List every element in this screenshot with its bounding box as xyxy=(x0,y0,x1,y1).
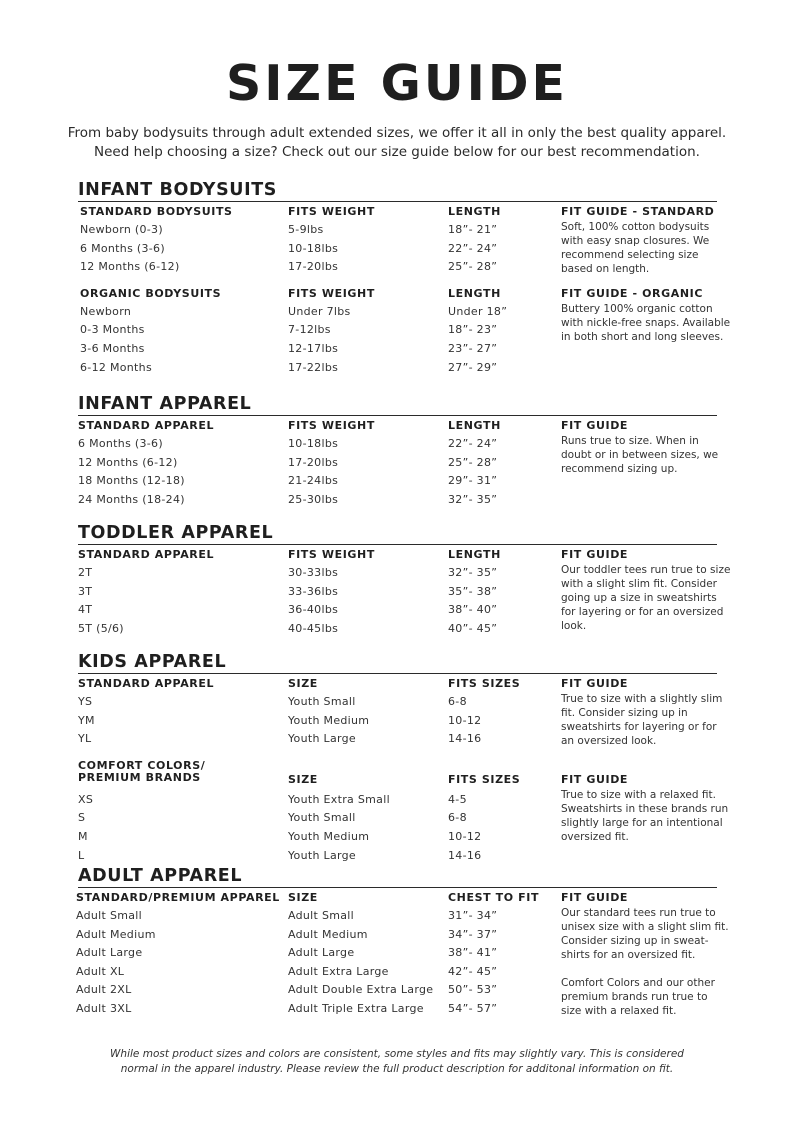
size-value: 12-17lbs xyxy=(288,342,339,355)
column-header: CHEST TO FIT xyxy=(448,891,540,904)
size-label: 24 Months (18-24) xyxy=(78,492,185,506)
column-header: LENGTH xyxy=(448,419,501,432)
size-value: 27”- 29” xyxy=(448,360,498,374)
fit-guide-note: Our toddler tees run true to size with a slight slim fit. Consider going up a size in sweatshirts for layering or for an oversized look. xyxy=(561,564,731,632)
column-header: FIT GUIDE - ORGANIC xyxy=(561,286,703,300)
column-header: FIT GUIDE xyxy=(561,419,629,432)
size-value: 4-5 xyxy=(448,792,467,806)
size-value: 32”- 35” xyxy=(448,566,498,579)
fit-guide-note: Buttery 100% organic cotton with nickle-free snaps. Available in both short and long sleeves. xyxy=(561,302,731,343)
size-value: Adult Medium xyxy=(288,927,368,941)
size-value: 10-12 xyxy=(448,830,482,843)
column-header: SIZE xyxy=(288,772,318,786)
size-value: 10-12 xyxy=(448,713,482,727)
column-header: FIT GUIDE xyxy=(561,548,629,561)
size-value: 23”- 27” xyxy=(448,342,498,355)
column-header: STANDARD APPAREL xyxy=(78,419,215,432)
size-value: 50”- 53” xyxy=(448,983,498,997)
size-value: Youth Small xyxy=(288,695,356,708)
column-header: LENGTH xyxy=(448,548,501,561)
section-divider xyxy=(78,544,717,545)
size-label: Adult XL xyxy=(76,964,125,978)
fit-guide-note: Runs true to size. When in doubt or in between sizes, we recommend sizing up. xyxy=(561,435,719,475)
section-divider xyxy=(78,887,717,888)
column-header: FITS SIZES xyxy=(448,772,521,786)
size-value: 25”- 28” xyxy=(448,260,498,274)
column-header: FITS WEIGHT xyxy=(288,286,375,300)
column-header: STANDARD/PREMIUM APPAREL xyxy=(76,891,280,904)
section-divider xyxy=(78,673,717,674)
size-value: 40-45lbs xyxy=(288,621,339,635)
section-divider xyxy=(78,415,717,416)
size-value: 17-22lbs xyxy=(288,360,339,374)
size-label: 18 Months (12-18) xyxy=(78,474,185,488)
size-value: 22”- 24” xyxy=(448,437,498,450)
size-label: YM xyxy=(78,713,95,727)
size-label: 6 Months (3-6) xyxy=(80,241,165,255)
size-label: Adult 3XL xyxy=(76,1002,132,1015)
column-header: FIT GUIDE xyxy=(561,891,629,904)
column-header: STANDARD APPAREL xyxy=(78,548,215,561)
size-label: XS xyxy=(78,792,94,806)
size-value: 25-30lbs xyxy=(288,492,339,506)
size-value: Youth Extra Small xyxy=(288,792,390,806)
size-label: Adult Large xyxy=(76,946,143,960)
size-value: Under 18” xyxy=(448,304,508,318)
size-label: 6-12 Months xyxy=(80,360,152,374)
fit-guide-note: Soft, 100% cotton bodysuits with easy snap closures. We recommend selecting size based on length. xyxy=(561,221,710,275)
column-header: ORGANIC BODYSUITS xyxy=(80,286,222,300)
size-label: Adult 2XL xyxy=(76,983,132,997)
footer-line-2: normal in the apparel industry. Please review the full product description for additonal information on fit. xyxy=(120,1063,674,1075)
column-header: FITS WEIGHT xyxy=(288,419,375,432)
section-divider xyxy=(78,201,717,202)
column-header: LENGTH xyxy=(448,205,501,218)
fit-guide-note: True to size with a relaxed fit. Sweatshirts in these brands run slightly large for an intentional oversized fit. xyxy=(561,788,729,843)
section-title: INFANT BODYSUITS xyxy=(78,180,277,200)
size-value: 10-18lbs xyxy=(288,241,339,255)
size-value: 34”- 37” xyxy=(448,927,498,941)
footer-note xyxy=(0,1047,794,1077)
intro-text xyxy=(0,124,794,162)
size-value: 35”- 38” xyxy=(448,584,498,598)
size-value: 17-20lbs xyxy=(288,260,339,274)
size-value: 31”- 34” xyxy=(448,909,498,922)
size-value: 42”- 45” xyxy=(448,964,498,978)
size-value: Youth Small xyxy=(288,811,356,825)
size-value: Adult Small xyxy=(288,909,355,922)
size-label: 2T xyxy=(78,566,93,579)
size-label: 3T xyxy=(78,584,93,598)
size-value: 17-20lbs xyxy=(288,455,339,469)
size-label: 5T (5/6) xyxy=(78,621,124,635)
column-header: COMFORT COLORS/ PREMIUM BRANDS xyxy=(78,758,206,784)
size-value: 14-16 xyxy=(448,732,482,746)
intro-line-2: Need help choosing a size? Check out our size guide below for our best recommendation. xyxy=(94,144,700,160)
column-header: STANDARD APPAREL xyxy=(78,677,215,690)
size-value: 21-24lbs xyxy=(288,474,339,488)
size-label: Newborn (0-3) xyxy=(80,223,163,236)
column-header: FIT GUIDE - STANDARD xyxy=(561,205,715,218)
column-header: FITS WEIGHT xyxy=(288,548,375,561)
size-label: Newborn xyxy=(80,304,132,318)
size-label: 12 Months (6-12) xyxy=(78,455,178,469)
size-value: Under 7lbs xyxy=(288,304,351,318)
column-header: FITS WEIGHT xyxy=(288,205,375,218)
size-value: Youth Medium xyxy=(288,830,370,843)
size-value: 29”- 31” xyxy=(448,474,498,488)
size-value: 14-16 xyxy=(448,848,482,862)
size-label: 12 Months (6-12) xyxy=(80,260,180,274)
size-value: 5-9lbs xyxy=(288,223,324,236)
size-label: Adult Medium xyxy=(76,927,156,941)
intro-line-1: From baby bodysuits through adult extended sizes, we offer it all in only the best quality apparel. xyxy=(67,125,727,141)
size-value: 36-40lbs xyxy=(288,603,339,617)
size-value: Youth Large xyxy=(288,732,356,746)
size-value: 22”- 24” xyxy=(448,241,498,255)
fit-guide-note: Comfort Colors and our other premium brands run true to size with a relaxed fit. xyxy=(561,977,715,1017)
size-value: 6-8 xyxy=(448,811,467,825)
fit-guide-note: Our standard tees run true to unisex size with a slight slim fit. Consider sizing up in sweat-shirts for an oversized fit. xyxy=(561,907,729,961)
size-value: 6-8 xyxy=(448,695,467,708)
size-label: 0-3 Months xyxy=(80,323,145,337)
size-value: 54”- 57” xyxy=(448,1002,498,1015)
size-label: Adult Small xyxy=(76,909,143,922)
size-value: Adult Large xyxy=(288,946,355,960)
size-label: L xyxy=(78,848,85,862)
size-value: 38”- 41” xyxy=(448,946,498,960)
size-value: Youth Medium xyxy=(288,713,370,727)
column-header: FIT GUIDE xyxy=(561,772,629,786)
column-header: FITS SIZES xyxy=(448,677,521,690)
size-label: S xyxy=(78,811,86,825)
size-value: Adult Extra Large xyxy=(288,964,389,978)
size-value: 33-36lbs xyxy=(288,584,339,598)
size-value: 18”- 23” xyxy=(448,323,498,337)
size-label: 3-6 Months xyxy=(80,342,145,355)
size-value: Adult Triple Extra Large xyxy=(288,1002,424,1015)
column-header: LENGTH xyxy=(448,286,501,300)
column-header: STANDARD BODYSUITS xyxy=(80,205,233,218)
size-value: 10-18lbs xyxy=(288,437,339,450)
section-title: INFANT APPAREL xyxy=(78,394,252,414)
size-value: 30-33lbs xyxy=(288,566,339,579)
size-label: 4T xyxy=(78,603,93,617)
size-value: 25”- 28” xyxy=(448,455,498,469)
size-value: 7-12lbs xyxy=(288,323,331,337)
section-title: TODDLER APPAREL xyxy=(78,523,274,543)
size-value: 32”- 35” xyxy=(448,492,498,506)
column-header: SIZE xyxy=(288,891,318,904)
column-header: FIT GUIDE xyxy=(561,677,629,690)
size-label: YS xyxy=(78,695,93,708)
column-header: SIZE xyxy=(288,677,318,690)
footer-line-1: While most product sizes and colors are consistent, some styles and fits may slightly vary. This is considered xyxy=(110,1048,684,1060)
size-label: YL xyxy=(78,732,92,746)
size-value: 40”- 45” xyxy=(448,621,498,635)
size-label: 6 Months (3-6) xyxy=(78,437,163,450)
size-label: M xyxy=(78,830,88,843)
size-value: 18”- 21” xyxy=(448,223,498,236)
page-title: SIZE GUIDE xyxy=(226,55,568,112)
section-title: KIDS APPAREL xyxy=(78,652,227,672)
size-value: 38”- 40” xyxy=(448,603,498,617)
section-title: ADULT APPAREL xyxy=(78,866,243,886)
fit-guide-note: True to size with a slightly slim fit. Consider sizing up in sweatshirts for layering or for an oversized look. xyxy=(561,693,723,747)
size-value: Adult Double Extra Large xyxy=(288,983,434,997)
size-value: Youth Large xyxy=(288,848,356,862)
